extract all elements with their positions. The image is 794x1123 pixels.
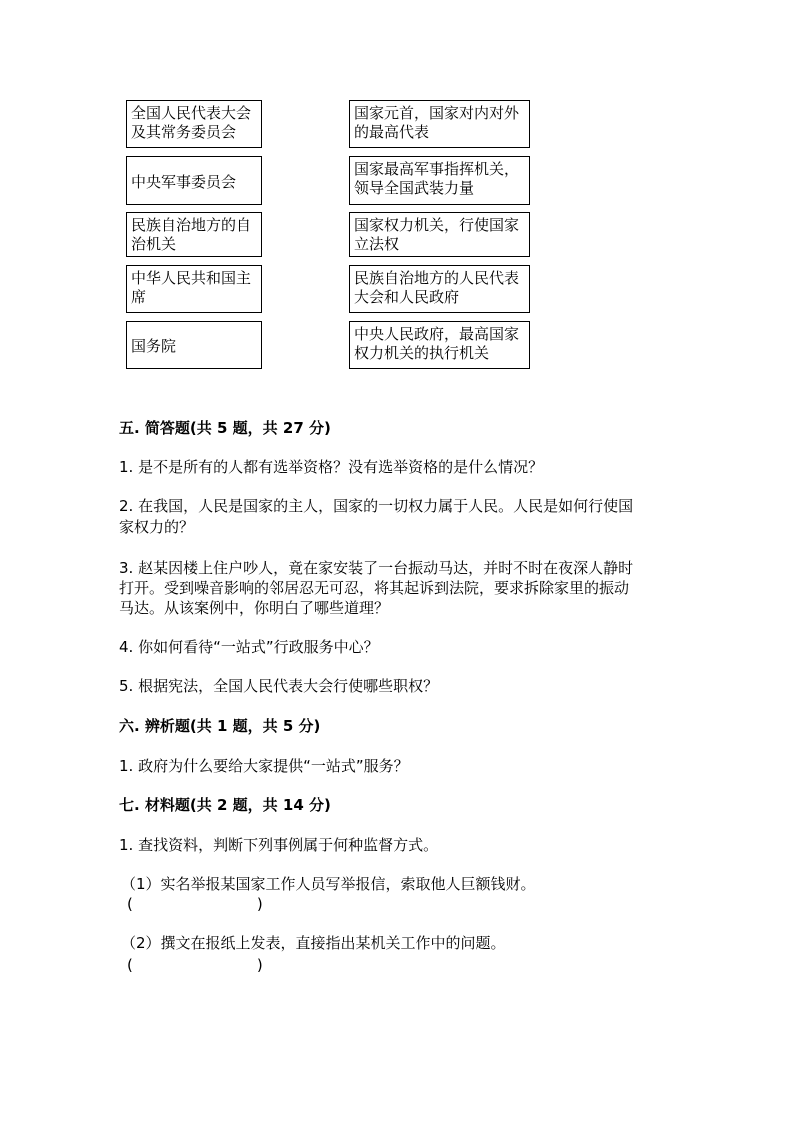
paren-close: ) bbox=[256, 895, 263, 913]
answer-blank-2 bbox=[127, 955, 263, 975]
match-right-item-1 bbox=[349, 100, 530, 148]
match-left-text-5: 国务院 bbox=[131, 337, 177, 355]
match-right-text-2: 国家最高军事指挥机关，领导全国武装力量 bbox=[354, 160, 520, 197]
section5-heading: 五. 简答题(共 5 题，共 27 分) bbox=[119, 419, 331, 437]
section5-q5: 5. 根据宪法，全国人民代表大会行使哪些职权？ bbox=[119, 677, 439, 695]
section7-q1: 1. 查找资料，判断下列事例属于何种监督方式。 bbox=[119, 836, 439, 854]
match-left-item-4 bbox=[126, 265, 262, 313]
section7-heading: 七. 材料题(共 2 题，共 14 分) bbox=[119, 796, 331, 814]
section5-q3-line1: 3. 赵某因楼上住户吵人，竟在家安装了一台振动马达，并时不时在夜深人静时 bbox=[119, 559, 634, 577]
section5-q1: 1. 是不是所有的人都有选举资格？没有选举资格的是什么情况？ bbox=[119, 458, 544, 476]
match-left-text-2: 中央军事委员会 bbox=[131, 172, 237, 191]
match-left-item-5 bbox=[126, 321, 262, 369]
section5-q4: 4. 你如何看待“一站式”行政服务中心？ bbox=[119, 638, 379, 656]
match-left-text-3: 民族自治地方的自治机关 bbox=[131, 216, 252, 253]
section7-item2: （2）撰文在报纸上发表，直接指出某机关工作中的问题。 bbox=[121, 934, 506, 952]
match-left-item-2 bbox=[126, 156, 262, 205]
paren-open: ( bbox=[127, 895, 133, 913]
match-left-text-4: 中华人民共和国主席 bbox=[131, 269, 252, 306]
match-right-item-5 bbox=[349, 321, 530, 369]
section5-q3-line2: 打开。受到噪音影响的邻居忍无可忍，将其起诉到法院，要求拆除家里的振动 bbox=[119, 579, 630, 597]
match-right-text-1: 国家元首，国家对内对外的最高代表 bbox=[354, 104, 520, 141]
match-left-item-1 bbox=[126, 100, 262, 148]
match-right-text-4: 民族自治地方的人民代表大会和人民政府 bbox=[354, 269, 520, 306]
answer-blank-1 bbox=[127, 894, 263, 914]
paren-open: ( bbox=[127, 956, 133, 974]
section7-item1: （1）实名举报某国家工作人员写举报信，索取他人巨额钱财。 bbox=[121, 875, 536, 893]
section5-q3-line3: 马达。从该案例中，你明白了哪些道理？ bbox=[119, 599, 390, 617]
match-right-text-5: 中央人民政府，最高国家权力机关的执行机关 bbox=[354, 325, 520, 362]
section6-q1: 1. 政府为什么要给大家提供“一站式”服务？ bbox=[119, 757, 409, 775]
match-right-item-4 bbox=[349, 265, 530, 313]
paren-close: ) bbox=[256, 956, 263, 974]
match-left-item-3 bbox=[126, 212, 262, 257]
match-right-item-3 bbox=[349, 212, 530, 257]
match-right-text-3: 国家权力机关，行使国家立法权 bbox=[354, 216, 520, 253]
match-left-text-1: 全国人民代表大会及其常务委员会 bbox=[131, 104, 252, 141]
match-right-item-2 bbox=[349, 156, 530, 205]
section6-heading: 六. 辨析题(共 1 题，共 5 分) bbox=[119, 717, 321, 735]
section5-q2-line1: 2. 在我国，人民是国家的主人，国家的一切权力属于人民。人民是如何行使国 bbox=[119, 497, 634, 515]
section5-q2-line2: 家权力的？ bbox=[119, 518, 195, 536]
